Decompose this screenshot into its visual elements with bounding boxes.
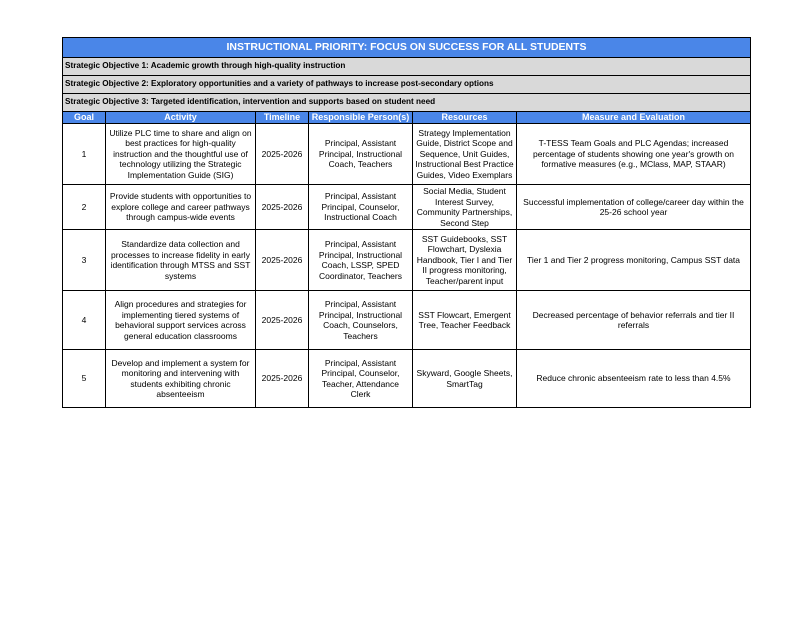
responsible-cell: Principal, Assistant Principal, Instructional Coach, LSSP, SPED Coordinator, Teachers — [309, 230, 413, 291]
resources-cell: Strategy Implementation Guide, District Scope and Sequence, Unit Guides, Instructional Best Practice Guides, Video Exemplars — [413, 124, 517, 185]
goal-cell: 1 — [63, 124, 106, 185]
timeline-cell: 2025-2026 — [256, 124, 309, 185]
timeline-cell: 2025-2026 — [256, 185, 309, 230]
measure-cell: T-TESS Team Goals and PLC Agendas; increased percentage of students showing one year's growth on formative measures (e.g., MClass, MAP, STAAR) — [517, 124, 751, 185]
table-row — [63, 291, 751, 350]
responsible-cell: Principal, Assistant Principal, Counselor, Teacher, Attendance Clerk — [309, 350, 413, 408]
table-row — [63, 185, 751, 230]
responsible-cell: Principal, Assistant Principal, Counselor, Instructional Coach — [309, 185, 413, 230]
table-row — [63, 124, 751, 185]
priority-table — [62, 37, 751, 408]
measure-cell: Tier 1 and Tier 2 progress monitoring, Campus SST data — [517, 230, 751, 291]
timeline-cell: 2025-2026 — [256, 230, 309, 291]
header-row — [63, 112, 751, 124]
activity-cell: Develop and implement a system for monitoring and intervening with students exhibiting chronic absenteeism — [106, 350, 256, 408]
responsible-cell: Principal, Assistant Principal, Instructional Coach, Teachers — [309, 124, 413, 185]
measure-cell: Reduce chronic absenteeism rate to less than 4.5% — [517, 350, 751, 408]
goal-cell: 3 — [63, 230, 106, 291]
table-row — [63, 350, 751, 408]
activity-cell: Align procedures and strategies for implementing tiered systems of behavioral support services across general education classrooms — [106, 291, 256, 350]
strategic-objective-3: Strategic Objective 3: Targeted identification, intervention and supports based on student need — [63, 94, 751, 112]
col-header-resources: Resources — [413, 112, 517, 124]
resources-cell: Skyward, Google Sheets, SmartTag — [413, 350, 517, 408]
measure-cell: Decreased percentage of behavior referrals and tier II referrals — [517, 291, 751, 350]
responsible-cell: Principal, Assistant Principal, Instructional Coach, Counselors, Teachers — [309, 291, 413, 350]
measure-cell: Successful implementation of college/career day within the 25-26 school year — [517, 185, 751, 230]
activity-cell: Standardize data collection and processes to increase fidelity in early identification through MTSS and SST systems — [106, 230, 256, 291]
col-header-measure: Measure and Evaluation — [517, 112, 751, 124]
resources-cell: SST Flowcart, Emergent Tree, Teacher Feedback — [413, 291, 517, 350]
goal-cell: 2 — [63, 185, 106, 230]
col-header-timeline: Timeline — [256, 112, 309, 124]
col-header-activity: Activity — [106, 112, 256, 124]
goal-cell: 5 — [63, 350, 106, 408]
col-header-responsible: Responsible Person(s) — [309, 112, 413, 124]
timeline-cell: 2025-2026 — [256, 291, 309, 350]
col-header-goal: Goal — [63, 112, 106, 124]
timeline-cell: 2025-2026 — [256, 350, 309, 408]
resources-cell: SST Guidebooks, SST Flowchart, Dyslexia Handbook, Tier I and Tier II progress monitoring, Teacher/parent input — [413, 230, 517, 291]
strategic-objective-1: Strategic Objective 1: Academic growth through high-quality instruction — [63, 58, 751, 76]
resources-cell: Social Media, Student Interest Survey, Community Partnerships, Second Step — [413, 185, 517, 230]
activity-cell: Utilize PLC time to share and align on best practices for high-quality instruction and the thoughtful use of technology utilizing the Strategic Implementation Guide (SIG) — [106, 124, 256, 185]
table-title: INSTRUCTIONAL PRIORITY: FOCUS ON SUCCESS FOR ALL STUDENTS — [63, 38, 751, 58]
goal-cell: 4 — [63, 291, 106, 350]
activity-cell: Provide students with opportunities to explore college and career pathways through campus-wide events — [106, 185, 256, 230]
strategic-objective-2: Strategic Objective 2: Exploratory opportunities and a variety of pathways to increase post-secondary options — [63, 76, 751, 94]
table-row — [63, 230, 751, 291]
